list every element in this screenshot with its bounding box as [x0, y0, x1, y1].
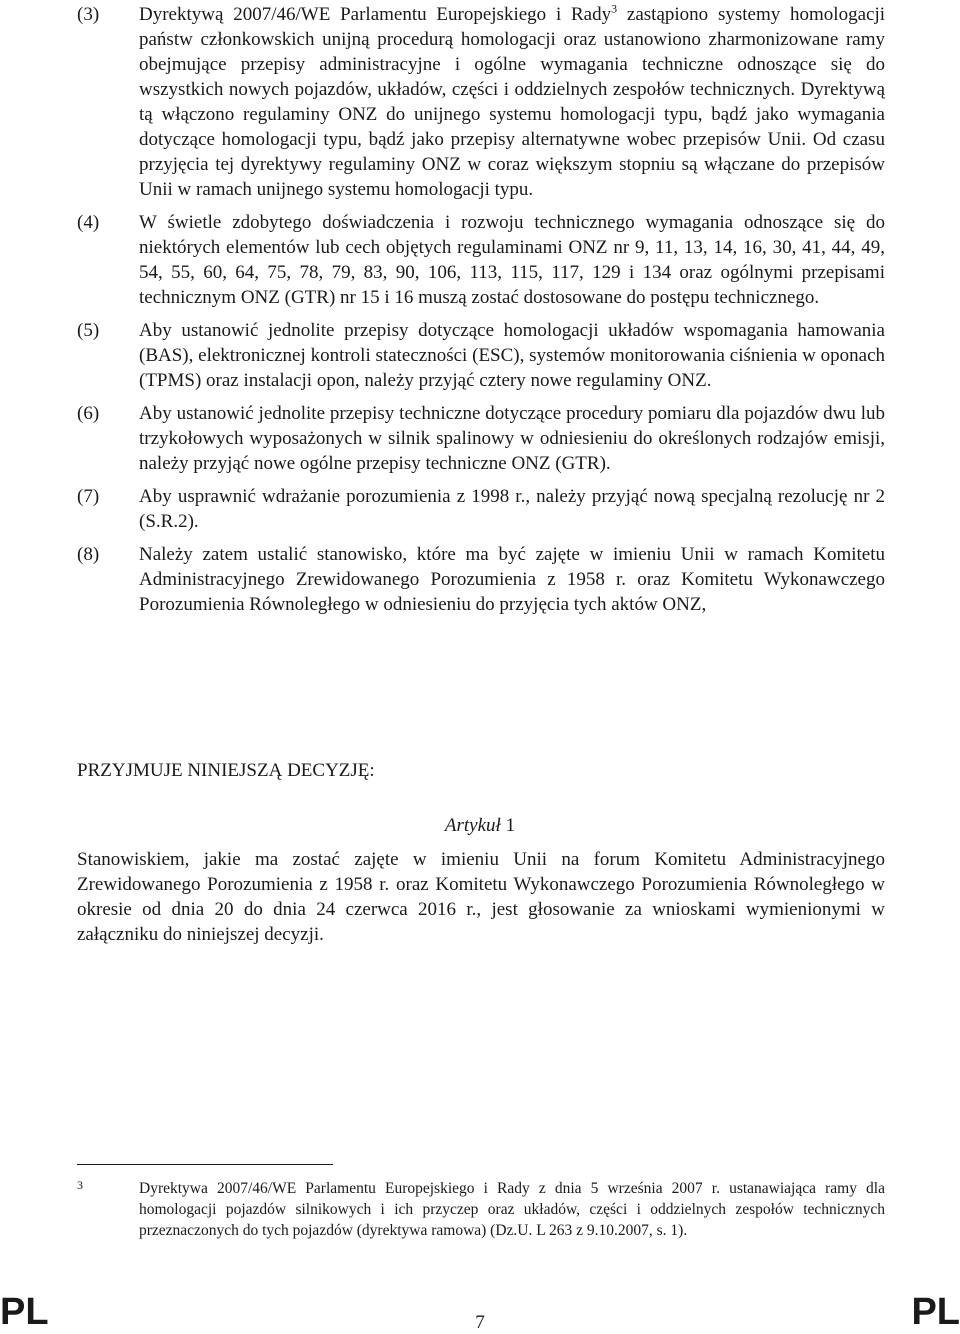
article-title	[0, 815, 960, 837]
recital-number: (4)	[77, 212, 100, 233]
page-number: 7	[475, 1312, 485, 1333]
recital-text-part: zastąpiono systemy homologacji państw członkowskich unijną procedurą homologacji oraz ustanowiono zharmonizowane ramy obejmujące przepisy administracyjne i ogólne wymagania techniczne odnoszące się do wszystkich nowych pojazdów, układów, części i oddzielnych zespołów technicznych. Dyrektywą tą włączono regulaminy ONZ do unijnego systemu homologacji typu, bądź jako wymagania dotyczące homologacji typu, bądź jako przepisy alternatywne wobec przepisów Unii. Od czasu przyjęcia tej dyrektywy regulaminy ONZ w coraz większym stopniu są włączane do przepisów Unii w ramach unijnego systemu homologacji typu.	[139, 4, 885, 200]
recital-3	[77, 2, 885, 202]
footnote-reference[interactable]: 3	[611, 1, 618, 16]
recital-text: Aby usprawnić wdrażanie porozumienia z 1998 r., należy przyjąć nową specjalną rezolucję nr 2 (S.R.2).	[139, 486, 885, 532]
recital-number: (7)	[77, 486, 100, 507]
recital-4	[77, 210, 885, 310]
recital-7	[77, 484, 885, 534]
footnote-separator	[77, 1164, 333, 1165]
recital-text: Należy zatem ustalić stanowisko, które ma być zajęte w imieniu Unii w ramach Komitetu Administracyjnego Zrewidowanego Porozumienia z 1958 r. oraz Komitetu Wykonawczego Porozumienia Równoległego w odniesieniu do przyjęcia tych aktów ONZ,	[139, 544, 885, 615]
recitals-list	[77, 2, 885, 625]
recital-text: Aby ustanowić jednolite przepisy techniczne dotyczące procedury pomiaru dla pojazdów dwu lub trzykołowych wyposażonych w silnik spalinowy w odniesieniu do określonych rodzajów emisji, należy przyjąć nowe ogólne przepisy techniczne ONZ (GTR).	[139, 403, 885, 474]
recital-text	[139, 2, 885, 202]
article-title-number: 1	[505, 815, 516, 836]
recital-number: (6)	[77, 403, 100, 424]
recital-8	[77, 542, 885, 617]
recital-text: Aby ustanowić jednolite przepisy dotyczące homologacji układów wspomagania hamowania (BAS), elektronicznej kontroli stateczności (ESC), systemów monitorowania ciśnienia w oponach (TPMS) oraz instalacji opon, należy przyjąć cztery nowe regulaminy ONZ.	[139, 320, 885, 391]
article-title-word: Artykuł	[444, 815, 501, 836]
recital-number: (8)	[77, 544, 100, 565]
recital-text-part: Dyrektywą 2007/46/WE Parlamentu Europejskiego i Rady	[139, 4, 612, 25]
language-code-left: PL	[0, 1291, 49, 1333]
recital-6	[77, 401, 885, 476]
recital-number: (3)	[77, 4, 100, 25]
article-body: Stanowiskiem, jakie ma zostać zajęte w imieniu Unii na forum Komitetu Administracyjnego Zrewidowanego Porozumienia z 1958 r. oraz Komitetu Wykonawczego Porozumienia Równoległego w okresie od dnia 20 do dnia 24 czerwca 2016 r., jest głosowanie za wnioskami wymienionymi w załączniku do niniejszej decyzji.	[77, 849, 885, 945]
recital-5	[77, 318, 885, 393]
language-code-right: PL	[911, 1291, 960, 1333]
recital-text: W świetle zdobytego doświadczenia i rozwoju technicznego wymagania odnoszące się do niektórych elementów lub cech objętych regulaminami ONZ nr 9, 11, 13, 14, 16, 30, 41, 44, 49, 54, 55, 60, 64, 75, 78, 79, 83, 90, 106, 113, 115, 117, 129 i 134 oraz ogólnymi przepisami technicznym ONZ (GTR) nr 15 i 16 muszą zostać dostosowane do postępu technicznego.	[139, 212, 885, 308]
footnote-text: Dyrektywa 2007/46/WE Parlamentu Europejskiego i Rady z dnia 5 września 2007 r. ustanawiająca ramy dla homologacji pojazdów silnikowych i ich przyczep oraz układów, części i oddzielnych zespołów technicznych przeznaczonych do tych pojazdów (dyrektywa ramowa) (Dz.U. L 263 z 9.10.2007, s. 1).	[139, 1180, 885, 1239]
decision-heading: PRZYJMUJE NINIEJSZĄ DECYZJĘ:	[77, 760, 375, 781]
recital-number: (5)	[77, 320, 100, 341]
footnote-number: 3	[77, 1178, 83, 1192]
footnote	[77, 1178, 885, 1241]
